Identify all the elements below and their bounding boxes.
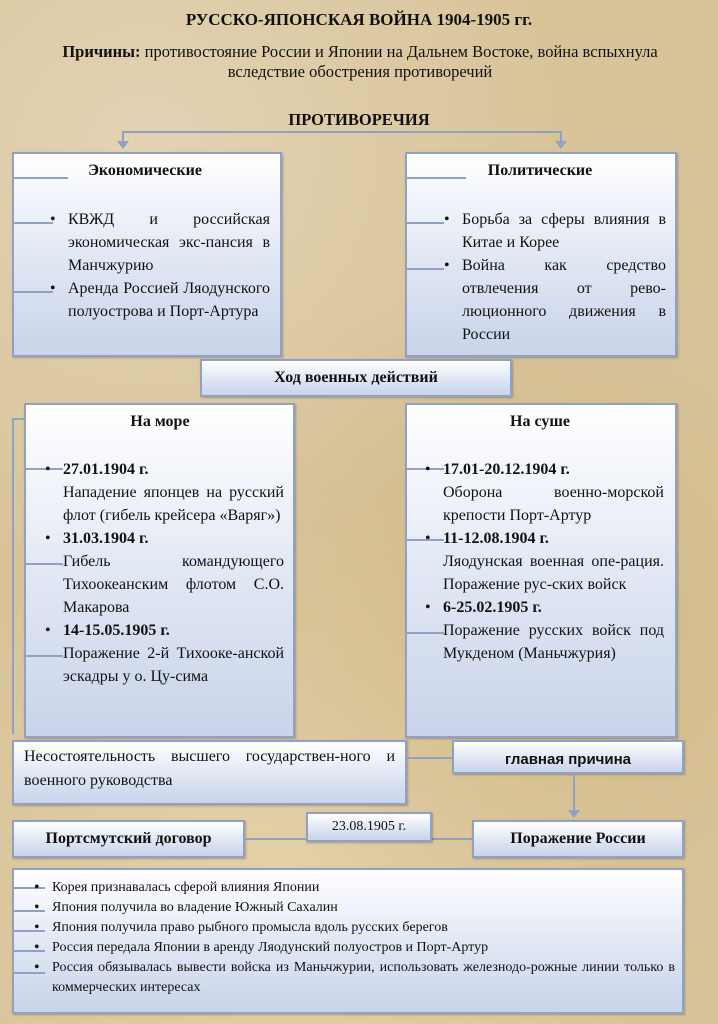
event-date: 14-15.05.1905 г. xyxy=(63,622,170,639)
connector-line xyxy=(406,222,444,224)
treaty-box: Портсмутский договор xyxy=(12,820,245,858)
event-date: 27.01.1904 г. xyxy=(63,461,149,478)
treaty-date: 23.08.1905 г. xyxy=(306,812,432,842)
list-item xyxy=(421,596,664,665)
economic-list xyxy=(46,208,270,323)
list-item: • Корея признавалась сферой влияния Японии xyxy=(30,878,675,898)
land-header: На суше xyxy=(510,413,570,430)
list-item: • КВЖД и российская экономическая экс-пансия в Манчжурию xyxy=(46,208,270,277)
list-item xyxy=(421,527,664,596)
event-date: 17.01-20.12.1904 г. xyxy=(443,461,570,478)
page-title: РУССКО-ЯПОНСКАЯ ВОЙНА 1904-1905 гг. xyxy=(185,10,533,29)
list-item: • Аренда Россией Ляодунского полуострова и Порт-Артура xyxy=(46,277,270,323)
military-actions-header: Ход военных действий xyxy=(200,359,512,397)
connector-line xyxy=(407,757,455,759)
sea-header: На море xyxy=(130,413,190,430)
event-text: Ляодунская военная опе-рация. Поражение рус-ских войск xyxy=(443,553,664,593)
causes-text xyxy=(40,42,680,82)
defeat-box: Поражение России xyxy=(472,820,684,858)
terms-list xyxy=(30,878,675,998)
causes-label: Причины: xyxy=(62,42,141,61)
contradictions-title: ПРОТИВОРЕЧИЯ xyxy=(288,110,430,129)
event-date: 6-25.02.1905 г. xyxy=(443,599,542,616)
failure-box: Несостоятельность высшего государствен-ного и военного руководства xyxy=(12,740,407,805)
event-date: 31.03.1904 г. xyxy=(63,530,149,547)
list-item: • Россия обязывалась вывести войска из Маньчжурии, использовать железнодо-рожные линии только в коммерческих интересах xyxy=(30,958,675,998)
main-reason-label: главная причина xyxy=(452,740,684,774)
list-item xyxy=(41,527,284,619)
list-item: • Борьба за сферы влияния в Китае и Корее xyxy=(440,208,666,254)
event-text: Поражение русских войск под Мукденом (Маньчжурия) xyxy=(443,622,664,662)
arrow-down-icon xyxy=(555,141,567,149)
event-text: Поражение 2-й Тихооке-анской эскадры у о. Цу-сима xyxy=(63,645,284,685)
event-text: Оборона военно-морской крепости Порт-Артур xyxy=(443,484,664,524)
event-text: Нападение японцев на русский флот (гибель крейсера «Варяг») xyxy=(63,484,284,524)
economic-header: Экономические xyxy=(88,162,202,179)
political-list xyxy=(440,208,666,346)
land-list xyxy=(421,458,664,665)
event-text: Гибель командующего Тихоокеанским флотом С.О. Макарова xyxy=(63,553,284,616)
causes-description: противостояние России и Японии на Дальнем Востоке, война вспыхнула вследствие обострения противоречий xyxy=(144,42,658,81)
list-item: • Япония получила право рыбного промысла вдоль русских берегов xyxy=(30,918,675,938)
connector-line xyxy=(573,774,575,812)
list-item: • Япония получила во владение Южный Сахалин xyxy=(30,898,675,918)
sea-list xyxy=(41,458,284,688)
list-item xyxy=(41,619,284,688)
list-item xyxy=(41,458,284,527)
list-item: • Война как средство отвлечения от рево-люционного движения в России xyxy=(440,254,666,346)
list-item xyxy=(421,458,664,527)
political-header: Политические xyxy=(487,162,593,179)
connector-line xyxy=(122,131,562,133)
connector-line xyxy=(12,418,14,734)
arrow-down-icon xyxy=(117,141,129,149)
list-item: • Россия передала Японии в аренду Ляодунский полуостров и Порт-Артур xyxy=(30,938,675,958)
arrow-down-icon xyxy=(568,810,580,818)
event-date: 11-12.08.1904 г. xyxy=(443,530,549,547)
connector-line xyxy=(406,268,444,270)
